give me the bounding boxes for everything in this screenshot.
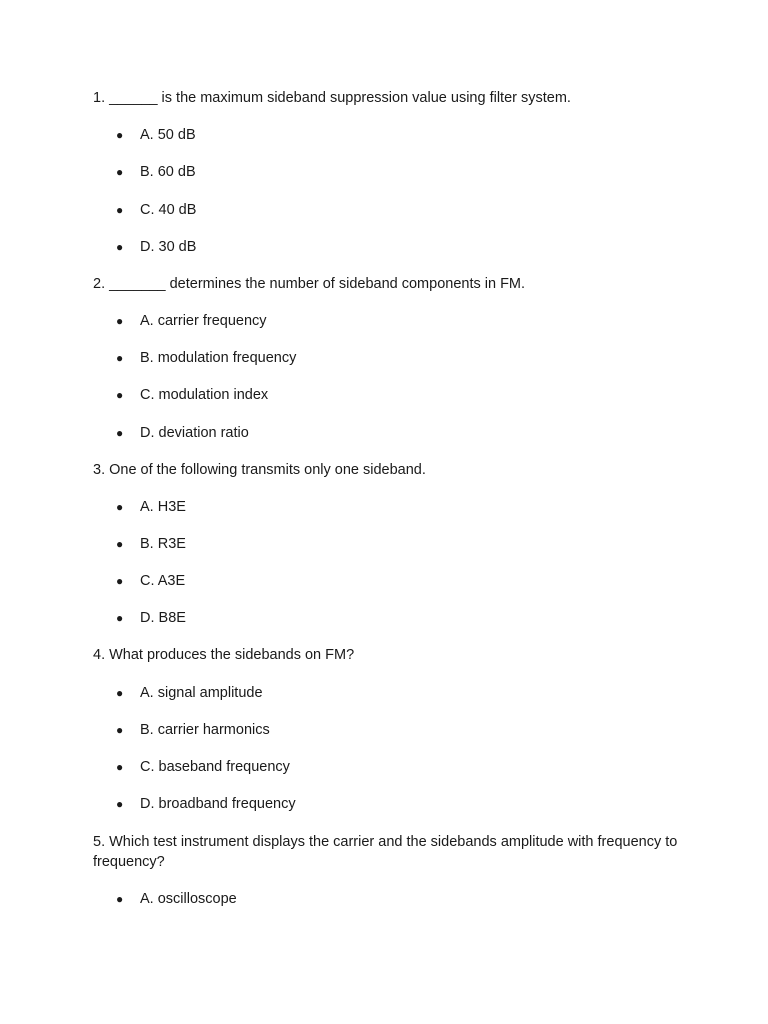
question-3-option-a bbox=[116, 497, 186, 517]
bullet-icon: ● bbox=[116, 611, 124, 625]
question-1-option-c bbox=[116, 200, 196, 220]
option-label: B. modulation frequency bbox=[140, 350, 297, 366]
bullet-icon: ● bbox=[116, 500, 124, 514]
option-label: A. carrier frequency bbox=[140, 313, 267, 329]
question-2-option-a bbox=[116, 311, 267, 331]
question-4-text: 4. What produces the sidebands on FM? bbox=[93, 647, 355, 663]
question-1-text: 1. ______ is the maximum sideband suppression value using filter system. bbox=[93, 90, 571, 106]
bullet-icon: ● bbox=[116, 128, 124, 142]
question-2-option-d bbox=[116, 423, 249, 443]
question-1-option-d bbox=[116, 237, 196, 257]
option-label: A. oscilloscope bbox=[140, 891, 237, 907]
option-label: A. H3E bbox=[140, 499, 186, 515]
question-2-option-b bbox=[116, 348, 296, 368]
question-5-option-a bbox=[116, 889, 237, 909]
bullet-icon: ● bbox=[116, 388, 124, 402]
question-3-option-c bbox=[116, 571, 185, 591]
option-label: D. B8E bbox=[140, 610, 186, 626]
question-5-text: 5. Which test instrument displays the carrier and the sidebands amplitude with frequency to frequency? bbox=[93, 834, 678, 870]
option-label: B. carrier harmonics bbox=[140, 722, 270, 738]
question-4-option-c bbox=[116, 757, 290, 777]
question-1-option-b bbox=[116, 162, 196, 182]
bullet-icon: ● bbox=[116, 426, 124, 440]
question-4-option-a bbox=[116, 683, 263, 703]
option-label: C. modulation index bbox=[140, 387, 269, 403]
option-label: C. 40 dB bbox=[140, 202, 197, 218]
bullet-icon: ● bbox=[116, 797, 124, 811]
bullet-icon: ● bbox=[116, 574, 124, 588]
option-label: D. broadband frequency bbox=[140, 796, 296, 812]
option-label: B. 60 dB bbox=[140, 164, 196, 180]
question-2-text: 2. _______ determines the number of sideband components in FM. bbox=[93, 276, 526, 292]
option-label: A. signal amplitude bbox=[140, 685, 263, 701]
question-3-option-b bbox=[116, 534, 186, 554]
question-3-text: 3. One of the following transmits only one sideband. bbox=[93, 462, 426, 478]
bullet-icon: ● bbox=[116, 165, 124, 179]
bullet-icon: ● bbox=[116, 240, 124, 254]
option-label: C. A3E bbox=[140, 573, 186, 589]
bullet-icon: ● bbox=[116, 203, 124, 217]
question-4-option-d bbox=[116, 794, 296, 814]
option-label: C. baseband frequency bbox=[140, 759, 290, 775]
bullet-icon: ● bbox=[116, 537, 124, 551]
bullet-icon: ● bbox=[116, 686, 124, 700]
question-4-option-b bbox=[116, 720, 270, 740]
option-label: A. 50 dB bbox=[140, 127, 196, 143]
option-label: D. 30 dB bbox=[140, 239, 197, 255]
question-3-option-d bbox=[116, 608, 186, 628]
bullet-icon: ● bbox=[116, 314, 124, 328]
option-label: B. R3E bbox=[140, 536, 186, 552]
option-label: D. deviation ratio bbox=[140, 425, 249, 441]
bullet-icon: ● bbox=[116, 351, 124, 365]
bullet-icon: ● bbox=[116, 723, 124, 737]
bullet-icon: ● bbox=[116, 892, 124, 906]
question-2-option-c bbox=[116, 385, 268, 405]
question-1-option-a bbox=[116, 125, 196, 145]
bullet-icon: ● bbox=[116, 760, 124, 774]
